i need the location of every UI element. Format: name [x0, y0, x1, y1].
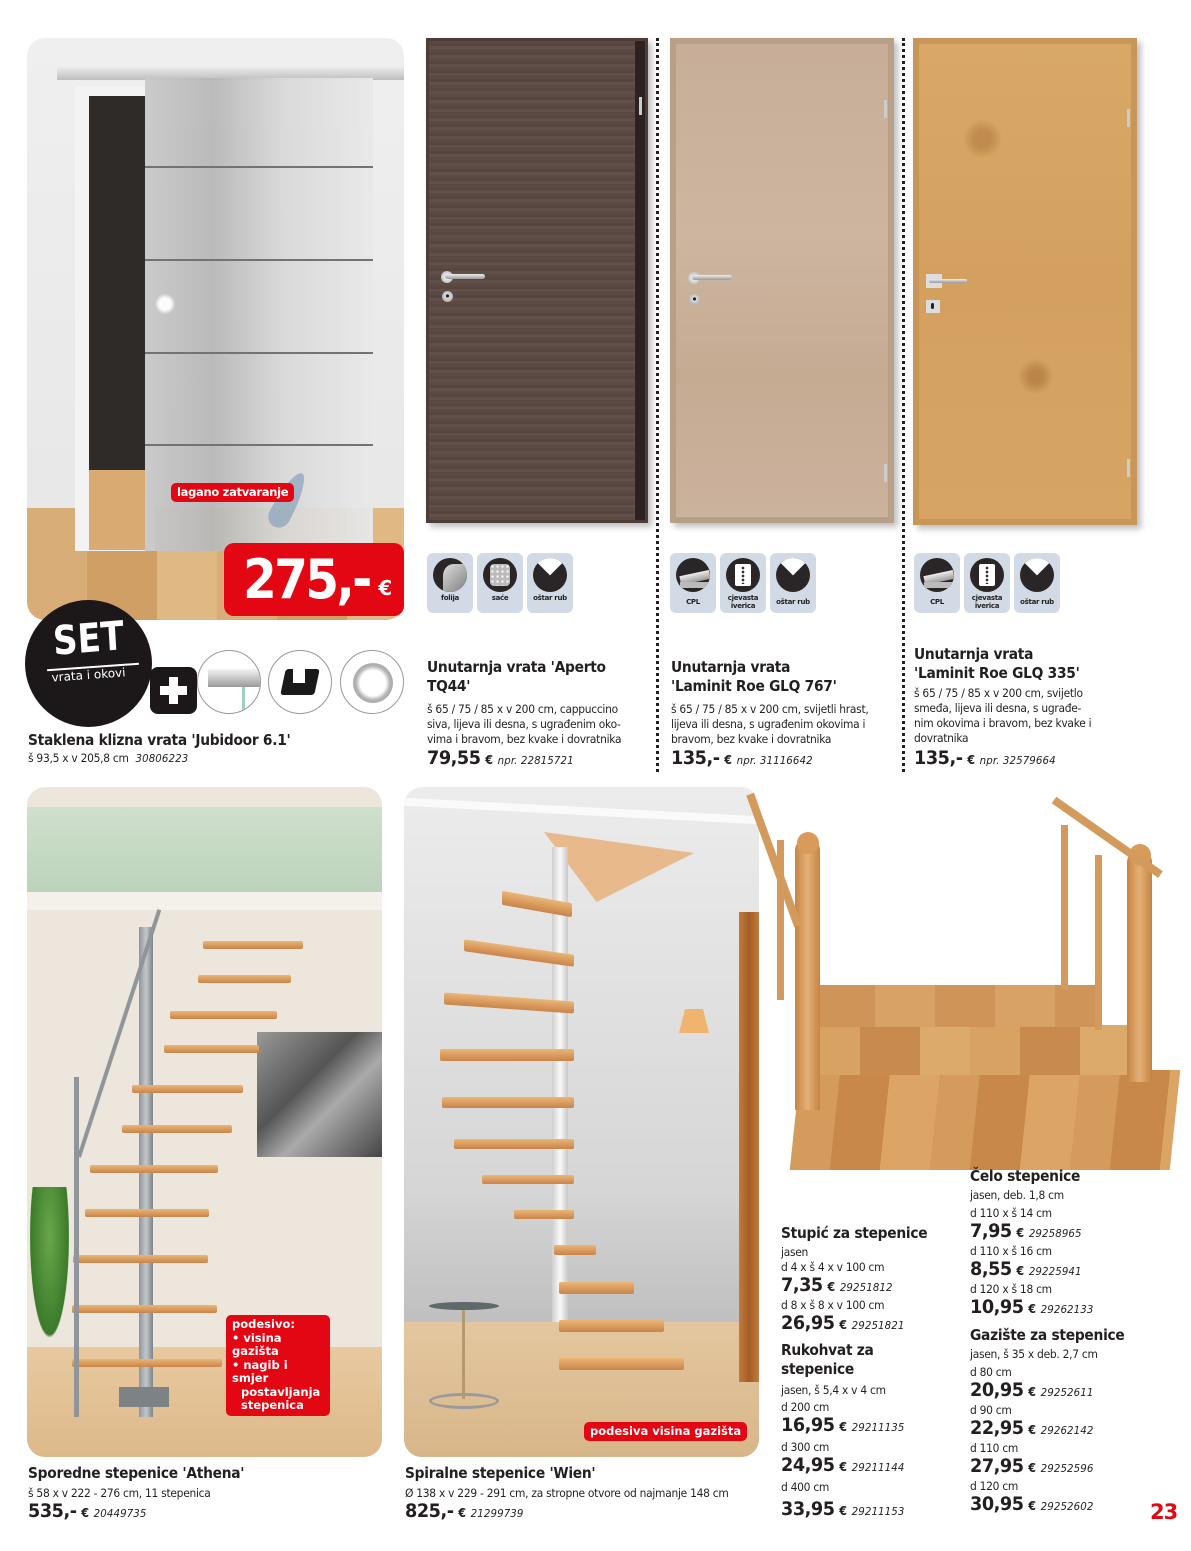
- variant-article: 29262142: [1040, 1424, 1094, 1437]
- hinge: [1127, 459, 1130, 477]
- jubidoor-price: 275,-: [242, 547, 370, 611]
- currency: €: [724, 753, 733, 767]
- glass-stripe: [145, 352, 373, 354]
- rukohvat-block: [781, 1341, 961, 1522]
- badge-line: • nagib i smjer: [232, 1357, 288, 1385]
- feature-label: cjevasta iverica: [971, 594, 1003, 610]
- door-opening: [89, 96, 145, 498]
- tubular-chipboard-icon: [726, 558, 760, 592]
- currency: €: [1028, 1385, 1037, 1399]
- glq335-title: [914, 645, 1080, 683]
- desc-line: siva, lijeva ili desna, s ugrađenim oko-: [427, 717, 621, 731]
- glass-stripe: [145, 444, 373, 446]
- glq767-title-line1: Unutarnja vrata: [671, 658, 791, 676]
- tread: [440, 1049, 574, 1061]
- jubidoor-title: Staklena klizna vrata 'Jubidoor 6.1': [28, 731, 291, 749]
- baluster: [1061, 825, 1068, 990]
- jubidoor-photo: [27, 38, 404, 620]
- glq335-title-line1: Unutarnja vrata: [914, 645, 1034, 663]
- glass-stripe: [145, 166, 373, 168]
- variant-article: 29211153: [851, 1505, 905, 1518]
- wien-price-line: [405, 1501, 524, 1524]
- glq767-price: 135,-: [671, 747, 720, 769]
- feature-label: saće: [491, 594, 509, 602]
- desc-line: smeđa, lijeva ili desna, s ugrađe-: [914, 701, 1082, 715]
- tread: [170, 1011, 277, 1019]
- opening-floor: [89, 470, 145, 550]
- plant: [27, 1187, 72, 1352]
- athena-price-line: [28, 1501, 147, 1524]
- variant-price-line: [781, 1455, 948, 1478]
- desc-line: lijeva ili desna, s ugrađenim okovima i: [671, 717, 866, 731]
- handle-round-icon: [340, 650, 404, 714]
- variant-price-line: [970, 1418, 1165, 1441]
- jubidoor-currency: €: [378, 575, 393, 600]
- tread: [554, 1245, 596, 1255]
- tread: [203, 941, 303, 949]
- variant-price-line: [970, 1456, 1165, 1479]
- variant-price-line: [970, 1494, 1165, 1517]
- feature-label: oštar rub: [776, 598, 810, 606]
- door-handle: [445, 274, 485, 279]
- variant-size: d 90 cm: [970, 1403, 1012, 1417]
- currency: €: [1016, 1226, 1025, 1240]
- variant-size: d 4 x š 4 x v 100 cm: [781, 1260, 885, 1274]
- variant-price: 8,55: [970, 1258, 1012, 1280]
- page-number: 23: [1150, 1500, 1178, 1524]
- aperto-price: 79,55: [427, 747, 481, 769]
- variant-price-line: [970, 1297, 1165, 1320]
- glq335-price: 135,-: [914, 747, 963, 769]
- tread: [90, 1165, 218, 1173]
- currency: €: [1016, 1264, 1025, 1278]
- badge-line: stepenica: [241, 1398, 304, 1412]
- feature-sharp-edge: [770, 553, 816, 613]
- feature-label: cjevasta iverica: [727, 594, 759, 610]
- set-subtitle: vrata i okovi: [51, 665, 126, 685]
- curtain: [739, 912, 759, 1382]
- glq767-desc: [671, 702, 869, 747]
- feature-label: oštar rub: [533, 594, 567, 602]
- feature-foil: [427, 553, 473, 613]
- hinge: [884, 100, 887, 118]
- variant-price-line: [781, 1499, 948, 1522]
- feature-cpl: [914, 553, 960, 613]
- variant-price: 27,95: [970, 1455, 1024, 1477]
- feature-tubular: [720, 553, 766, 613]
- variant-price: 20,95: [970, 1379, 1024, 1401]
- foil-icon: [433, 558, 467, 592]
- desc-line: š 65 / 75 / 85 x v 200 cm, svijetli hrast,: [671, 702, 869, 716]
- stupic-block: [781, 1224, 961, 1336]
- aperto-article: npr. 22815721: [497, 754, 574, 767]
- rail-icon: [197, 650, 261, 714]
- tread: [72, 1359, 222, 1367]
- currency: €: [967, 753, 976, 767]
- tread: [559, 1282, 634, 1294]
- baluster: [1095, 855, 1102, 1030]
- variant-size: d 300 cm: [781, 1440, 830, 1454]
- variant-price-line: [970, 1380, 1165, 1403]
- keyhole: [442, 291, 453, 302]
- variant-price: 16,95: [781, 1414, 835, 1436]
- aperto-title-line1: Unutarnja vrata 'Aperto: [427, 658, 606, 676]
- glq335-desc: [914, 686, 1091, 746]
- glq335-door-photo: [913, 38, 1137, 525]
- variant-article: 29252596: [1040, 1462, 1094, 1475]
- tread: [164, 1045, 259, 1053]
- feature-sharp-edge: [1014, 553, 1060, 613]
- variant-article: 29211135: [851, 1421, 905, 1434]
- wien-adjustable-badge: podesiva visina gazišta: [584, 1422, 747, 1441]
- wien-price: 825,-: [405, 1500, 454, 1522]
- stupic-title: Stupić za stepenice: [781, 1224, 928, 1242]
- tread: [85, 1209, 209, 1217]
- desc-line: vima i bravom, bez kvake i dovratnika: [427, 732, 622, 746]
- variant-size: d 120 x š 18 cm: [970, 1282, 1052, 1296]
- athena-price: 535,-: [28, 1500, 77, 1522]
- glq767-title-line2: 'Laminit Roe GLQ 767': [671, 677, 837, 695]
- tubular-chipboard-icon: [970, 558, 1004, 592]
- jubidoor-price-badge: [224, 543, 404, 616]
- tread: [559, 1358, 684, 1370]
- feature-tubular: [964, 553, 1010, 613]
- variant-article: 29262133: [1040, 1303, 1094, 1316]
- side-table-top: [429, 1302, 499, 1310]
- variant-price: 7,35: [781, 1274, 823, 1296]
- feature-label: folija: [441, 594, 459, 602]
- door-handle: [692, 275, 732, 280]
- honeycomb-icon: [483, 558, 517, 592]
- rukohvat-material: jasen, š 5,4 x v 4 cm: [781, 1383, 886, 1397]
- sharp-edge-icon: [1020, 558, 1054, 592]
- gaziste-block: [970, 1326, 1180, 1517]
- variant-size: d 400 cm: [781, 1480, 830, 1494]
- currency: €: [458, 1506, 467, 1520]
- aperto-door-photo: [426, 38, 648, 523]
- wooden-steps-photo: [765, 780, 1175, 1170]
- desc-line: š 65 / 75 / 85 x v 200 cm, cappuccino: [427, 702, 618, 716]
- currency: €: [485, 753, 494, 767]
- tread: [559, 1320, 664, 1332]
- hinge: [884, 464, 887, 482]
- variant-size: d 8 x š 8 x v 100 cm: [781, 1298, 885, 1312]
- cpl-icon: [920, 558, 954, 592]
- variant-article: 29252602: [1040, 1500, 1094, 1513]
- tread: [514, 1210, 574, 1219]
- aperto-title-line2: TQ44': [427, 677, 471, 695]
- glass-door: [145, 78, 373, 551]
- variant-price-line: [781, 1313, 948, 1336]
- athena-desc: š 58 x v 222 - 276 cm, 11 stepenica: [28, 1486, 211, 1500]
- wien-desc: Ø 138 x v 229 - 291 cm, za stropne otvore od najmanje 148 cm: [405, 1486, 729, 1500]
- rukohvat-title-line2: stepenice: [781, 1360, 855, 1378]
- wien-photo: [404, 787, 759, 1457]
- variant-price: 30,95: [970, 1493, 1024, 1515]
- column-base: [119, 1387, 169, 1407]
- bottom-step: [790, 1070, 1181, 1170]
- newel-post: [795, 840, 820, 1110]
- variant-size: d 200 cm: [781, 1400, 830, 1414]
- variant-price: 26,95: [781, 1312, 835, 1334]
- tread: [122, 1125, 232, 1133]
- glq335-title-line2: 'Laminit Roe GLQ 335': [914, 664, 1080, 682]
- feature-label: CPL: [686, 598, 700, 606]
- top-step: [815, 985, 1095, 1027]
- plus-icon: [150, 667, 197, 714]
- currency: €: [839, 1504, 848, 1518]
- celo-block: [970, 1167, 1180, 1320]
- door-handle: [929, 279, 967, 283]
- currency: €: [81, 1506, 90, 1520]
- separator: [902, 38, 905, 772]
- celo-title: Čelo stepenice: [970, 1167, 1081, 1185]
- currency: €: [839, 1318, 848, 1332]
- gaziste-title: Gazište za stepenice: [970, 1326, 1125, 1344]
- jubidoor-article: 30806223: [135, 752, 189, 765]
- aperto-title: [427, 658, 606, 696]
- variant-price-line: [781, 1275, 948, 1298]
- tread: [482, 1175, 574, 1184]
- variant-size: d 80 cm: [970, 1365, 1012, 1379]
- soft-close-badge: lagano zatvaranje: [171, 483, 294, 502]
- glq767-article: npr. 31116642: [736, 754, 813, 767]
- currency: €: [1028, 1302, 1037, 1316]
- cpl-icon: [676, 558, 710, 592]
- variant-price-line: [970, 1259, 1165, 1282]
- aperto-desc: [427, 702, 621, 747]
- variant-size: d 110 cm: [970, 1441, 1019, 1455]
- wien-article: 21299739: [470, 1507, 524, 1520]
- desc-line: bravom, bez kvake i dovratnika: [671, 732, 832, 746]
- sharp-edge-icon: [533, 558, 567, 592]
- variant-size: d 120 cm: [970, 1479, 1019, 1493]
- badge-line: • visina gazišta: [232, 1330, 282, 1358]
- aperto-price-line: [427, 748, 574, 771]
- variant-article: 29225941: [1028, 1265, 1082, 1278]
- separator: [656, 38, 659, 772]
- variant-size: d 110 x š 16 cm: [970, 1244, 1052, 1258]
- gaziste-material: jasen, š 35 x deb. 2,7 cm: [970, 1347, 1098, 1361]
- tread: [132, 1085, 243, 1093]
- variant-article: 29251821: [851, 1319, 905, 1332]
- guide-icon: [268, 650, 332, 714]
- keyhole: [926, 300, 940, 313]
- currency: €: [1028, 1423, 1037, 1437]
- door-knob: [155, 294, 175, 314]
- variant-price-line: [781, 1415, 948, 1438]
- hinge: [1127, 109, 1130, 127]
- jubidoor-dimensions: š 93,5 x v 205,8 cm: [28, 751, 129, 765]
- feature-cpl: [670, 553, 716, 613]
- currency: €: [1028, 1461, 1037, 1475]
- currency: €: [839, 1460, 848, 1474]
- middle-step: [810, 1025, 1130, 1075]
- set-title: SET: [51, 613, 126, 665]
- currency: €: [1028, 1499, 1037, 1513]
- athena-article: 20449735: [93, 1507, 147, 1520]
- currency: €: [839, 1420, 848, 1434]
- side-table-leg: [462, 1307, 465, 1399]
- feature-label: CPL: [930, 598, 944, 606]
- tread: [442, 1097, 574, 1108]
- sharp-edge-icon: [776, 558, 810, 592]
- tread: [72, 1305, 217, 1313]
- set-badge: [25, 600, 152, 727]
- athena-title: Sporedne stepenice 'Athena': [28, 1464, 245, 1482]
- variant-article: 29251812: [839, 1281, 893, 1294]
- badge-line: postavljanja: [241, 1384, 321, 1399]
- city-poster: [257, 1032, 382, 1157]
- desc-line: dovratnika: [914, 731, 969, 745]
- variant-price: 33,95: [781, 1498, 835, 1520]
- glq335-article: npr. 32579664: [979, 754, 1056, 767]
- jubidoor-specs: [28, 751, 188, 766]
- hinge: [639, 97, 642, 115]
- glq767-door-photo: [670, 38, 894, 523]
- tread: [73, 1255, 208, 1263]
- ceiling-edge: [404, 798, 759, 825]
- feature-honeycomb: [477, 553, 523, 613]
- handrail-post: [74, 1077, 79, 1417]
- ceiling-edge: [27, 892, 382, 910]
- celo-material: jasen, deb. 1,8 cm: [970, 1188, 1064, 1202]
- stupic-material: jasen: [781, 1245, 809, 1259]
- desc-line: nim okovima i bravom, bez kvake i: [914, 716, 1092, 730]
- wien-title: Spiralne stepenice 'Wien': [405, 1464, 596, 1482]
- variant-price: 7,95: [970, 1220, 1012, 1242]
- keyhole: [689, 294, 700, 305]
- glass-stripe: [145, 259, 373, 261]
- athena-adjustable-badge: [226, 1315, 330, 1416]
- feature-sharp-edge: [527, 553, 573, 613]
- tread: [198, 975, 291, 983]
- feature-label: oštar rub: [1020, 598, 1054, 606]
- variant-article: 29211144: [851, 1461, 905, 1474]
- variant-price-line: [970, 1221, 1165, 1244]
- variant-article: 29252611: [1040, 1386, 1094, 1399]
- desc-line: š 65 / 75 / 85 x v 200 cm, svijetlo: [914, 686, 1083, 700]
- variant-price: 22,95: [970, 1417, 1024, 1439]
- glq767-title: [671, 658, 837, 696]
- baluster: [777, 840, 784, 1000]
- badge-line: podesivo:: [232, 1317, 295, 1331]
- currency: €: [827, 1280, 836, 1294]
- glq335-price-line: [914, 748, 1056, 771]
- variant-article: 29258965: [1028, 1227, 1082, 1240]
- newel-cap: [797, 832, 819, 854]
- variant-size: d 110 x š 14 cm: [970, 1206, 1052, 1220]
- variant-price: 10,95: [970, 1296, 1024, 1318]
- rukohvat-title-line1: Rukohvat za: [781, 1341, 874, 1359]
- tread: [454, 1139, 574, 1149]
- ceiling-opening: [27, 807, 382, 892]
- wall-lamp: [679, 1009, 709, 1033]
- variant-price: 24,95: [781, 1454, 835, 1476]
- newel-post: [1127, 852, 1152, 1082]
- handrail: [1052, 797, 1163, 878]
- glq767-price-line: [671, 748, 813, 771]
